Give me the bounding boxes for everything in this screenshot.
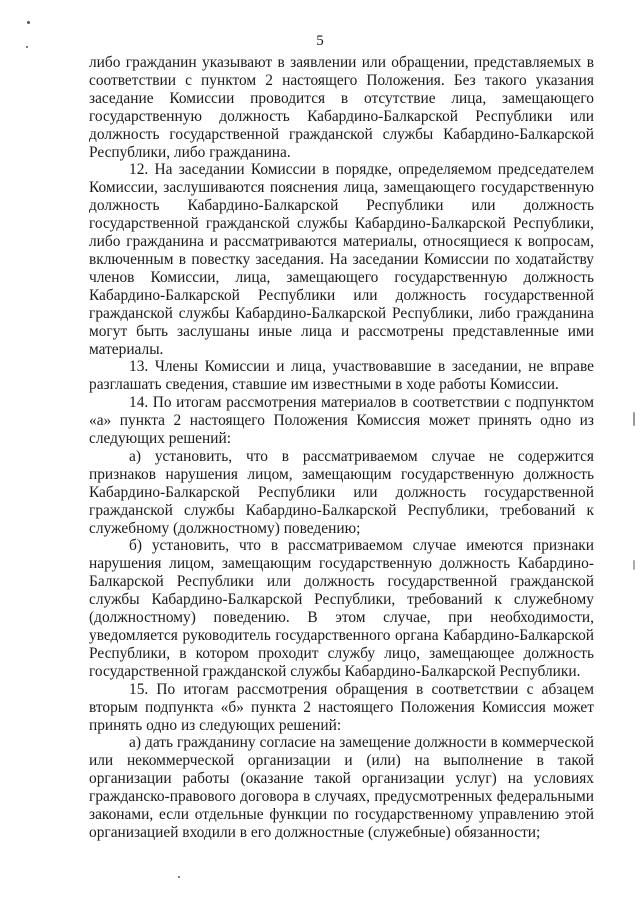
scan-speck	[178, 876, 180, 878]
document-body	[89, 54, 594, 842]
paragraph-14-a: а) установить, что в рассматриваемом случае не содержится признаков нарушения лицом, замещающим государственную должность Кабардино-Балкарской Республики или должность государственной гражданской службы Кабардино-Балкарской Республики, требований к служебному (должностному) поведению;	[89, 447, 594, 537]
paragraph-12: 12. На заседании Комиссии в порядке, определяемом председателем Комиссии, заслушиваются пояснения лица, замещающего государственную должность Кабардино-Балкарской Республики или должность государственной гражданской службы Кабардино-Балкарской Республики, либо гражданина и рассматриваются материалы, относящиеся к вопросам, включенным в повестку заседания. На заседании Комиссии по ходатайству членов Комиссии, лица, замещающего государственную должность Кабардино-Балкарской Республики или должность государственной гражданской службы Кабардино-Балкарской Республики, либо гражданина могут быть заслушаны иные лица и рассмотрены представленные ими материалы.	[89, 161, 594, 358]
paragraph-15-a: а) дать гражданину согласие на замещение должности в коммерческой или некоммерческой организации и (или) на выполнение в такой организации работы (оказание такой организации услуг) на условиях гражданско-правового договора в случаях, предусмотренных федеральными законами, если отдельные функции по государственному управлению этой организацией входили в его должностные (служебные) обязанности;	[89, 734, 594, 841]
paragraph-continuation: либо гражданин указывают в заявлении или обращении, представляемых в соответствии с пунктом 2 настоящего Положения. Без такого указания заседание Комиссии проводится в отсутствие лица, замещающего государственную должность Кабардино-Балкарской Республики или должность государственной гражданской службы Кабардино-Балкарской Республики, либо гражданина.	[89, 54, 594, 161]
paragraph-15: 15. По итогам рассмотрения обращения в соответствии с абзацем вторым подпункта «б» пункта 2 настоящего Положения Комиссия может принять одно из следующих решений:	[89, 680, 594, 734]
paragraph-14-b: б) установить, что в рассматриваемом случае имеются признаки нарушения лицом, замещающим государственную должность Кабардино-Балкарской Республики или должность государственной гражданской службы Кабардино-Балкарской Республики, требований к служебному (должностному) поведению. В этом случае, при необходимости, уведомляется руководитель государственного органа Кабардино-Балкарской Республики, в котором проходит службу лицо, замещающее должность государственной гражданской службы Кабардино-Балкарской Республики.	[89, 537, 594, 680]
scan-speck	[633, 560, 635, 570]
scan-speck	[27, 21, 30, 24]
page-number: 5	[316, 33, 324, 49]
scan-speck	[26, 46, 28, 48]
paragraph-14: 14. По итогам рассмотрения материалов в соответствии с подпунктом «а» пункта 2 настоящего Положения Комиссия может принять одно из следующих решений:	[89, 394, 594, 448]
scan-speck	[633, 412, 635, 426]
paragraph-13: 13. Члены Комиссии и лица, участвовавшие в заседании, не вправе разглашать сведения, ставшие им известными в ходе работы Комиссии.	[89, 358, 594, 394]
